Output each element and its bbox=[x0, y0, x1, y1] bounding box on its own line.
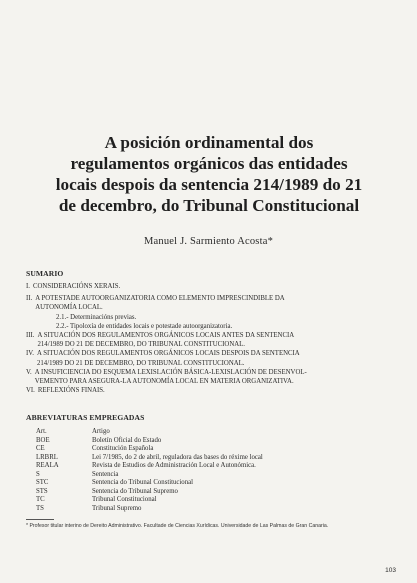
abbreviation-row bbox=[36, 496, 263, 505]
abbreviation-value: Lei 7/1985, do 2 de abril, reguladora das bases do réxime local bbox=[92, 453, 263, 461]
toc-item-text: AUTONOMÍA LOCAL. bbox=[35, 304, 103, 312]
abbreviation-row bbox=[36, 454, 263, 463]
abbreviation-key: STS bbox=[36, 487, 48, 495]
abbreviation-value: Sentencia bbox=[92, 470, 119, 478]
abbreviation-value: Tribunal Supremo bbox=[92, 504, 142, 512]
abbreviation-key: STC bbox=[36, 479, 49, 486]
toc-item-text: A POTESTADE AUTOORGANIZATORIA COMO ELEMENTO IMPRESCINDIBLE DA bbox=[35, 295, 285, 303]
abbreviation-value: Revista de Estudios de Administración Local e Autonómica. bbox=[92, 462, 256, 469]
toc-item-number: III. bbox=[26, 332, 35, 340]
toc-item-text: 214/1989 DO 21 DE DECEMBRO, DO TRIBUNAL CONSTITUCIONAL. bbox=[37, 359, 245, 367]
abbreviation-row bbox=[36, 471, 263, 480]
toc-item-number: VI. bbox=[26, 387, 35, 395]
title-line: regulamentos orgánicos das entidades bbox=[70, 154, 348, 173]
article-title bbox=[24, 132, 394, 216]
abbreviations-list bbox=[36, 428, 263, 513]
sumario-heading: SUMARIO bbox=[26, 269, 64, 278]
abbreviation-row bbox=[36, 437, 263, 446]
abbreviation-key: TC bbox=[36, 496, 45, 503]
toc-item-text: VEMENTO PARA ASEGURA-LA AUTONOMÍA LOCAL EN MATERIA ORGANIZATIVA. bbox=[34, 378, 294, 386]
title-line: de decembro, do Tribunal Constitucional bbox=[58, 196, 360, 215]
toc-item bbox=[26, 282, 366, 291]
abbreviation-value: Sentencia do Tribunal Supremo bbox=[92, 487, 178, 495]
abbreviation-value: Constitución Española bbox=[92, 445, 154, 452]
table-of-contents bbox=[26, 282, 366, 395]
toc-item-number: I. bbox=[26, 283, 30, 290]
toc-item-text: REFLEXIÓNS FINAIS. bbox=[37, 387, 105, 395]
abbreviation-key: TS bbox=[36, 504, 44, 512]
toc-item-text: A SITUACIÓN DOS REGULAMENTOS ORGÁNICOS LOCAIS ANTES DA SENTENCIA bbox=[37, 332, 295, 340]
toc-item bbox=[26, 331, 366, 349]
footnote-divider bbox=[26, 519, 54, 520]
toc-item-number: II. bbox=[26, 295, 33, 303]
abbreviation-key: BOE bbox=[36, 436, 50, 444]
abbreviation-key: REALA bbox=[36, 462, 59, 469]
toc-item-text: A SITUACIÓN DOS REGULAMENTOS ORGÁNICOS LOCAIS DESPOIS DA SENTENCIA bbox=[37, 350, 300, 358]
toc-item bbox=[26, 368, 366, 386]
toc-item bbox=[26, 294, 366, 312]
abbreviation-value: Sentencia do Tribunal Constitucional bbox=[92, 479, 194, 486]
abbreviation-key: CE bbox=[36, 445, 45, 452]
toc-subitem: 2.1.- Determinacións previas. bbox=[56, 313, 137, 321]
toc-item bbox=[26, 349, 366, 367]
abbreviation-key: Art. bbox=[36, 428, 47, 435]
toc-item-number: IV. bbox=[26, 350, 34, 358]
abbreviation-value: Artigo bbox=[92, 428, 110, 435]
toc-item-number: V. bbox=[26, 368, 32, 376]
title-line: A posición ordinamental dos bbox=[104, 133, 314, 152]
toc-item bbox=[26, 386, 366, 395]
page-number: 103 bbox=[385, 567, 396, 574]
abbreviation-value: Boletín Oficial do Estado bbox=[92, 436, 162, 444]
author-name: Manuel J. Sarmiento Acosta* bbox=[143, 236, 274, 247]
abbreviation-row bbox=[36, 488, 263, 497]
abbreviations-heading: ABREVIATURAS EMPREGADAS bbox=[26, 413, 145, 422]
abbreviation-row bbox=[36, 462, 263, 471]
toc-subitem: 2.2.- Tipoloxía de entidades locais e potestade autoorganizatoria. bbox=[56, 322, 233, 330]
title-line: locais despois da sentencia 214/1989 do 21 bbox=[55, 175, 363, 194]
abbreviation-row bbox=[36, 505, 263, 514]
toc-item-text: CONSIDERACIÓNS XERAIS. bbox=[32, 283, 121, 290]
abbreviation-value: Tribunal Constitucional bbox=[92, 496, 157, 503]
abbreviation-key: LRBRL bbox=[36, 453, 58, 461]
author-footnote: * Profesor titular interino de Dereito Administrativo. Facultade de Ciencias Xurídicas. Universidade de Las Palmas de Gran Canaria. bbox=[26, 523, 329, 529]
abbreviation-row bbox=[36, 445, 263, 454]
toc-item-text: 214/1989 DO 21 DE DECEMBRO, DO TRIBUNAL CONSTITUCIONAL. bbox=[37, 341, 245, 349]
abbreviation-key: S bbox=[36, 470, 40, 478]
abbreviation-row bbox=[36, 479, 263, 488]
toc-item-text: A INSUFICIENCIA DO ESQUEMA LEXISLACIÓN BÁSICA-LEXISLACIÓN DE DESENVOL- bbox=[34, 368, 307, 376]
abbreviation-row bbox=[36, 428, 263, 437]
